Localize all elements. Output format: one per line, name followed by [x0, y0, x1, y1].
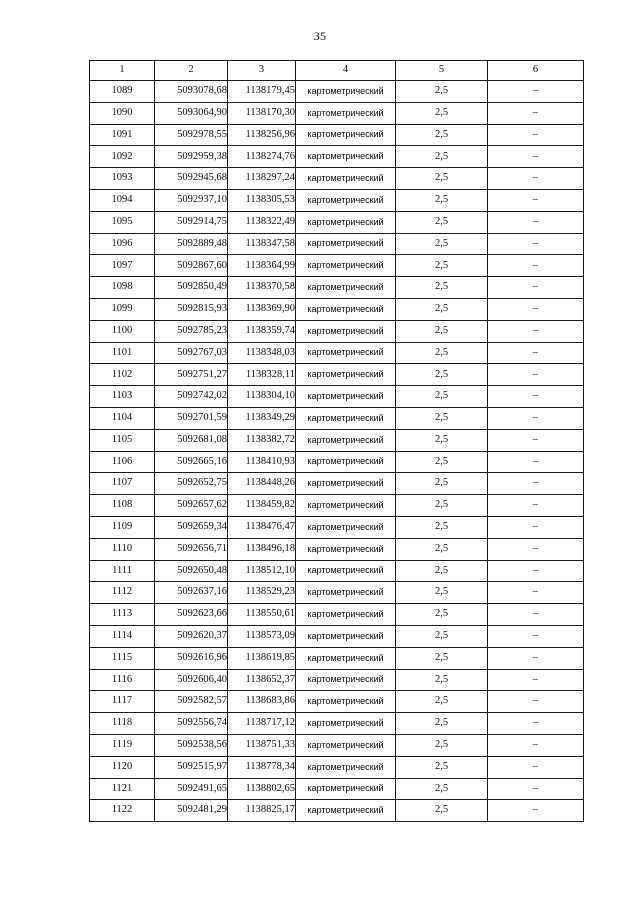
- table-row: [90, 124, 584, 146]
- accuracy-cell: 2,5: [396, 800, 488, 822]
- y-coordinate-cell: 1138328,11: [228, 364, 296, 386]
- coordinates-table: [89, 60, 584, 822]
- accuracy-cell: 2,5: [396, 124, 488, 146]
- method-cell: картометрический: [296, 189, 396, 211]
- point-number-cell: 1097: [90, 255, 155, 277]
- method-cell: картометрический: [296, 255, 396, 277]
- note-cell: –: [488, 516, 584, 538]
- table-row: [90, 604, 584, 626]
- method-cell: картометрический: [296, 364, 396, 386]
- note-cell: –: [488, 429, 584, 451]
- accuracy-cell: 2,5: [396, 756, 488, 778]
- table-row: [90, 625, 584, 647]
- table-row: [90, 516, 584, 538]
- table-row: [90, 451, 584, 473]
- column-header: 3: [228, 61, 296, 81]
- point-number-cell: 1109: [90, 516, 155, 538]
- y-coordinate-cell: 1138550,61: [228, 604, 296, 626]
- y-coordinate-cell: 1138322,49: [228, 211, 296, 233]
- accuracy-cell: 2,5: [396, 669, 488, 691]
- table-row: [90, 473, 584, 495]
- accuracy-cell: 2,5: [396, 342, 488, 364]
- accuracy-cell: 2,5: [396, 691, 488, 713]
- table-row: [90, 669, 584, 691]
- y-coordinate-cell: 1138170,30: [228, 102, 296, 124]
- y-coordinate-cell: 1138370,58: [228, 277, 296, 299]
- method-cell: картометрический: [296, 691, 396, 713]
- table-header-row: [90, 61, 584, 81]
- column-header: 2: [155, 61, 228, 81]
- table-row: [90, 734, 584, 756]
- x-coordinate-cell: 5092701,59: [155, 407, 228, 429]
- note-cell: –: [488, 102, 584, 124]
- x-coordinate-cell: 5092650,48: [155, 560, 228, 582]
- y-coordinate-cell: 1138347,58: [228, 233, 296, 255]
- method-cell: картометрический: [296, 386, 396, 408]
- accuracy-cell: 2,5: [396, 386, 488, 408]
- y-coordinate-cell: 1138778,34: [228, 756, 296, 778]
- point-number-cell: 1098: [90, 277, 155, 299]
- method-cell: картометрический: [296, 277, 396, 299]
- method-cell: картометрический: [296, 516, 396, 538]
- y-coordinate-cell: 1138297,24: [228, 168, 296, 190]
- y-coordinate-cell: 1138382,72: [228, 429, 296, 451]
- note-cell: –: [488, 495, 584, 517]
- point-number-cell: 1119: [90, 734, 155, 756]
- method-cell: картометрический: [296, 168, 396, 190]
- table-row: [90, 407, 584, 429]
- method-cell: картометрический: [296, 124, 396, 146]
- column-header: 5: [396, 61, 488, 81]
- y-coordinate-cell: 1138179,45: [228, 81, 296, 103]
- method-cell: картометрический: [296, 647, 396, 669]
- accuracy-cell: 2,5: [396, 407, 488, 429]
- y-coordinate-cell: 1138476,47: [228, 516, 296, 538]
- table-row: [90, 298, 584, 320]
- point-number-cell: 1092: [90, 146, 155, 168]
- method-cell: картометрический: [296, 625, 396, 647]
- note-cell: –: [488, 713, 584, 735]
- x-coordinate-cell: 5092937,10: [155, 189, 228, 211]
- table-row: [90, 495, 584, 517]
- point-number-cell: 1090: [90, 102, 155, 124]
- note-cell: –: [488, 255, 584, 277]
- x-coordinate-cell: 5092656,71: [155, 538, 228, 560]
- note-cell: –: [488, 625, 584, 647]
- accuracy-cell: 2,5: [396, 473, 488, 495]
- x-coordinate-cell: 5092538,56: [155, 734, 228, 756]
- method-cell: картометрический: [296, 211, 396, 233]
- y-coordinate-cell: 1138683,86: [228, 691, 296, 713]
- method-cell: картометрический: [296, 102, 396, 124]
- note-cell: –: [488, 81, 584, 103]
- column-header: 6: [488, 61, 584, 81]
- table-row: [90, 364, 584, 386]
- y-coordinate-cell: 1138359,74: [228, 320, 296, 342]
- y-coordinate-cell: 1138652,37: [228, 669, 296, 691]
- method-cell: картометрический: [296, 800, 396, 822]
- point-number-cell: 1089: [90, 81, 155, 103]
- point-number-cell: 1121: [90, 778, 155, 800]
- note-cell: –: [488, 364, 584, 386]
- note-cell: –: [488, 320, 584, 342]
- x-coordinate-cell: 5092665,16: [155, 451, 228, 473]
- note-cell: –: [488, 647, 584, 669]
- note-cell: –: [488, 407, 584, 429]
- method-cell: картометрический: [296, 734, 396, 756]
- point-number-cell: 1093: [90, 168, 155, 190]
- point-number-cell: 1106: [90, 451, 155, 473]
- note-cell: –: [488, 538, 584, 560]
- x-coordinate-cell: 5092481,29: [155, 800, 228, 822]
- point-number-cell: 1107: [90, 473, 155, 495]
- y-coordinate-cell: 1138512,10: [228, 560, 296, 582]
- table-row: [90, 647, 584, 669]
- x-coordinate-cell: 5092959,38: [155, 146, 228, 168]
- point-number-cell: 1091: [90, 124, 155, 146]
- method-cell: картометрический: [296, 582, 396, 604]
- point-number-cell: 1120: [90, 756, 155, 778]
- table-row: [90, 189, 584, 211]
- y-coordinate-cell: 1138304,10: [228, 386, 296, 408]
- accuracy-cell: 2,5: [396, 189, 488, 211]
- accuracy-cell: 2,5: [396, 778, 488, 800]
- y-coordinate-cell: 1138349,29: [228, 407, 296, 429]
- table-row: [90, 146, 584, 168]
- y-coordinate-cell: 1138717,12: [228, 713, 296, 735]
- table-row: [90, 429, 584, 451]
- method-cell: картометрический: [296, 146, 396, 168]
- x-coordinate-cell: 5092606,40: [155, 669, 228, 691]
- table-row: [90, 255, 584, 277]
- note-cell: –: [488, 342, 584, 364]
- note-cell: –: [488, 168, 584, 190]
- point-number-cell: 1095: [90, 211, 155, 233]
- x-coordinate-cell: 5092867,60: [155, 255, 228, 277]
- point-number-cell: 1116: [90, 669, 155, 691]
- accuracy-cell: 2,5: [396, 320, 488, 342]
- x-coordinate-cell: 5092652,75: [155, 473, 228, 495]
- accuracy-cell: 2,5: [396, 255, 488, 277]
- x-coordinate-cell: 5092945,68: [155, 168, 228, 190]
- method-cell: картометрический: [296, 778, 396, 800]
- method-cell: картометрический: [296, 756, 396, 778]
- x-coordinate-cell: 5093078,68: [155, 81, 228, 103]
- table-row: [90, 560, 584, 582]
- method-cell: картометрический: [296, 451, 396, 473]
- point-number-cell: 1113: [90, 604, 155, 626]
- x-coordinate-cell: 5092767,03: [155, 342, 228, 364]
- accuracy-cell: 2,5: [396, 495, 488, 517]
- point-number-cell: 1100: [90, 320, 155, 342]
- table-row: [90, 102, 584, 124]
- accuracy-cell: 2,5: [396, 168, 488, 190]
- y-coordinate-cell: 1138529,23: [228, 582, 296, 604]
- x-coordinate-cell: 5093064,90: [155, 102, 228, 124]
- table-row: [90, 211, 584, 233]
- note-cell: –: [488, 691, 584, 713]
- point-number-cell: 1104: [90, 407, 155, 429]
- note-cell: –: [488, 669, 584, 691]
- note-cell: –: [488, 298, 584, 320]
- method-cell: картометрический: [296, 669, 396, 691]
- table-row: [90, 342, 584, 364]
- x-coordinate-cell: 5092556,74: [155, 713, 228, 735]
- accuracy-cell: 2,5: [396, 538, 488, 560]
- method-cell: картометрический: [296, 495, 396, 517]
- note-cell: –: [488, 211, 584, 233]
- point-number-cell: 1099: [90, 298, 155, 320]
- note-cell: –: [488, 386, 584, 408]
- x-coordinate-cell: 5092620,37: [155, 625, 228, 647]
- table-row: [90, 320, 584, 342]
- method-cell: картометрический: [296, 538, 396, 560]
- note-cell: –: [488, 756, 584, 778]
- y-coordinate-cell: 1138496,18: [228, 538, 296, 560]
- y-coordinate-cell: 1138256,96: [228, 124, 296, 146]
- point-number-cell: 1108: [90, 495, 155, 517]
- x-coordinate-cell: 5092623,66: [155, 604, 228, 626]
- note-cell: –: [488, 582, 584, 604]
- accuracy-cell: 2,5: [396, 233, 488, 255]
- x-coordinate-cell: 5092889,48: [155, 233, 228, 255]
- table-row: [90, 778, 584, 800]
- x-coordinate-cell: 5092637,16: [155, 582, 228, 604]
- x-coordinate-cell: 5092515,97: [155, 756, 228, 778]
- table-row: [90, 691, 584, 713]
- table-row: [90, 386, 584, 408]
- x-coordinate-cell: 5092657,62: [155, 495, 228, 517]
- note-cell: –: [488, 124, 584, 146]
- accuracy-cell: 2,5: [396, 146, 488, 168]
- accuracy-cell: 2,5: [396, 298, 488, 320]
- table-row: [90, 800, 584, 822]
- method-cell: картометрический: [296, 560, 396, 582]
- x-coordinate-cell: 5092491,65: [155, 778, 228, 800]
- accuracy-cell: 2,5: [396, 734, 488, 756]
- x-coordinate-cell: 5092582,57: [155, 691, 228, 713]
- method-cell: картометрический: [296, 342, 396, 364]
- accuracy-cell: 2,5: [396, 647, 488, 669]
- note-cell: –: [488, 146, 584, 168]
- method-cell: картометрический: [296, 429, 396, 451]
- point-number-cell: 1101: [90, 342, 155, 364]
- y-coordinate-cell: 1138573,09: [228, 625, 296, 647]
- accuracy-cell: 2,5: [396, 277, 488, 299]
- table-row: [90, 756, 584, 778]
- y-coordinate-cell: 1138619,85: [228, 647, 296, 669]
- point-number-cell: 1094: [90, 189, 155, 211]
- point-number-cell: 1105: [90, 429, 155, 451]
- method-cell: картометрический: [296, 407, 396, 429]
- point-number-cell: 1117: [90, 691, 155, 713]
- note-cell: –: [488, 778, 584, 800]
- x-coordinate-cell: 5092914,75: [155, 211, 228, 233]
- accuracy-cell: 2,5: [396, 81, 488, 103]
- note-cell: –: [488, 189, 584, 211]
- accuracy-cell: 2,5: [396, 713, 488, 735]
- y-coordinate-cell: 1138448,26: [228, 473, 296, 495]
- point-number-cell: 1103: [90, 386, 155, 408]
- y-coordinate-cell: 1138348,03: [228, 342, 296, 364]
- accuracy-cell: 2,5: [396, 102, 488, 124]
- note-cell: –: [488, 800, 584, 822]
- accuracy-cell: 2,5: [396, 625, 488, 647]
- note-cell: –: [488, 734, 584, 756]
- y-coordinate-cell: 1138825,17: [228, 800, 296, 822]
- table-row: [90, 582, 584, 604]
- accuracy-cell: 2,5: [396, 560, 488, 582]
- y-coordinate-cell: 1138274,76: [228, 146, 296, 168]
- table-row: [90, 538, 584, 560]
- x-coordinate-cell: 5092815,93: [155, 298, 228, 320]
- accuracy-cell: 2,5: [396, 451, 488, 473]
- x-coordinate-cell: 5092978,55: [155, 124, 228, 146]
- method-cell: картометрический: [296, 298, 396, 320]
- accuracy-cell: 2,5: [396, 429, 488, 451]
- accuracy-cell: 2,5: [396, 516, 488, 538]
- point-number-cell: 1118: [90, 713, 155, 735]
- method-cell: картометрический: [296, 320, 396, 342]
- table-row: [90, 713, 584, 735]
- accuracy-cell: 2,5: [396, 604, 488, 626]
- accuracy-cell: 2,5: [396, 211, 488, 233]
- method-cell: картометрический: [296, 473, 396, 495]
- table-body: [90, 81, 584, 822]
- note-cell: –: [488, 277, 584, 299]
- x-coordinate-cell: 5092616,96: [155, 647, 228, 669]
- table-row: [90, 277, 584, 299]
- point-number-cell: 1114: [90, 625, 155, 647]
- table-row: [90, 81, 584, 103]
- y-coordinate-cell: 1138459,82: [228, 495, 296, 517]
- x-coordinate-cell: 5092659,34: [155, 516, 228, 538]
- point-number-cell: 1122: [90, 800, 155, 822]
- method-cell: картометрический: [296, 713, 396, 735]
- table-row: [90, 168, 584, 190]
- y-coordinate-cell: 1138410,93: [228, 451, 296, 473]
- note-cell: –: [488, 604, 584, 626]
- point-number-cell: 1110: [90, 538, 155, 560]
- x-coordinate-cell: 5092751,27: [155, 364, 228, 386]
- accuracy-cell: 2,5: [396, 582, 488, 604]
- x-coordinate-cell: 5092742,02: [155, 386, 228, 408]
- point-number-cell: 1096: [90, 233, 155, 255]
- note-cell: –: [488, 233, 584, 255]
- x-coordinate-cell: 5092785,23: [155, 320, 228, 342]
- point-number-cell: 1115: [90, 647, 155, 669]
- x-coordinate-cell: 5092850,49: [155, 277, 228, 299]
- point-number-cell: 1102: [90, 364, 155, 386]
- note-cell: –: [488, 560, 584, 582]
- column-header: 1: [90, 61, 155, 81]
- accuracy-cell: 2,5: [396, 364, 488, 386]
- note-cell: –: [488, 451, 584, 473]
- table-row: [90, 233, 584, 255]
- column-header: 4: [296, 61, 396, 81]
- point-number-cell: 1112: [90, 582, 155, 604]
- note-cell: –: [488, 473, 584, 495]
- y-coordinate-cell: 1138751,33: [228, 734, 296, 756]
- y-coordinate-cell: 1138364,99: [228, 255, 296, 277]
- x-coordinate-cell: 5092681,08: [155, 429, 228, 451]
- y-coordinate-cell: 1138305,53: [228, 189, 296, 211]
- method-cell: картометрический: [296, 81, 396, 103]
- page-number: 35: [313, 29, 327, 43]
- method-cell: картометрический: [296, 604, 396, 626]
- y-coordinate-cell: 1138802,65: [228, 778, 296, 800]
- method-cell: картометрический: [296, 233, 396, 255]
- y-coordinate-cell: 1138369,90: [228, 298, 296, 320]
- point-number-cell: 1111: [90, 560, 155, 582]
